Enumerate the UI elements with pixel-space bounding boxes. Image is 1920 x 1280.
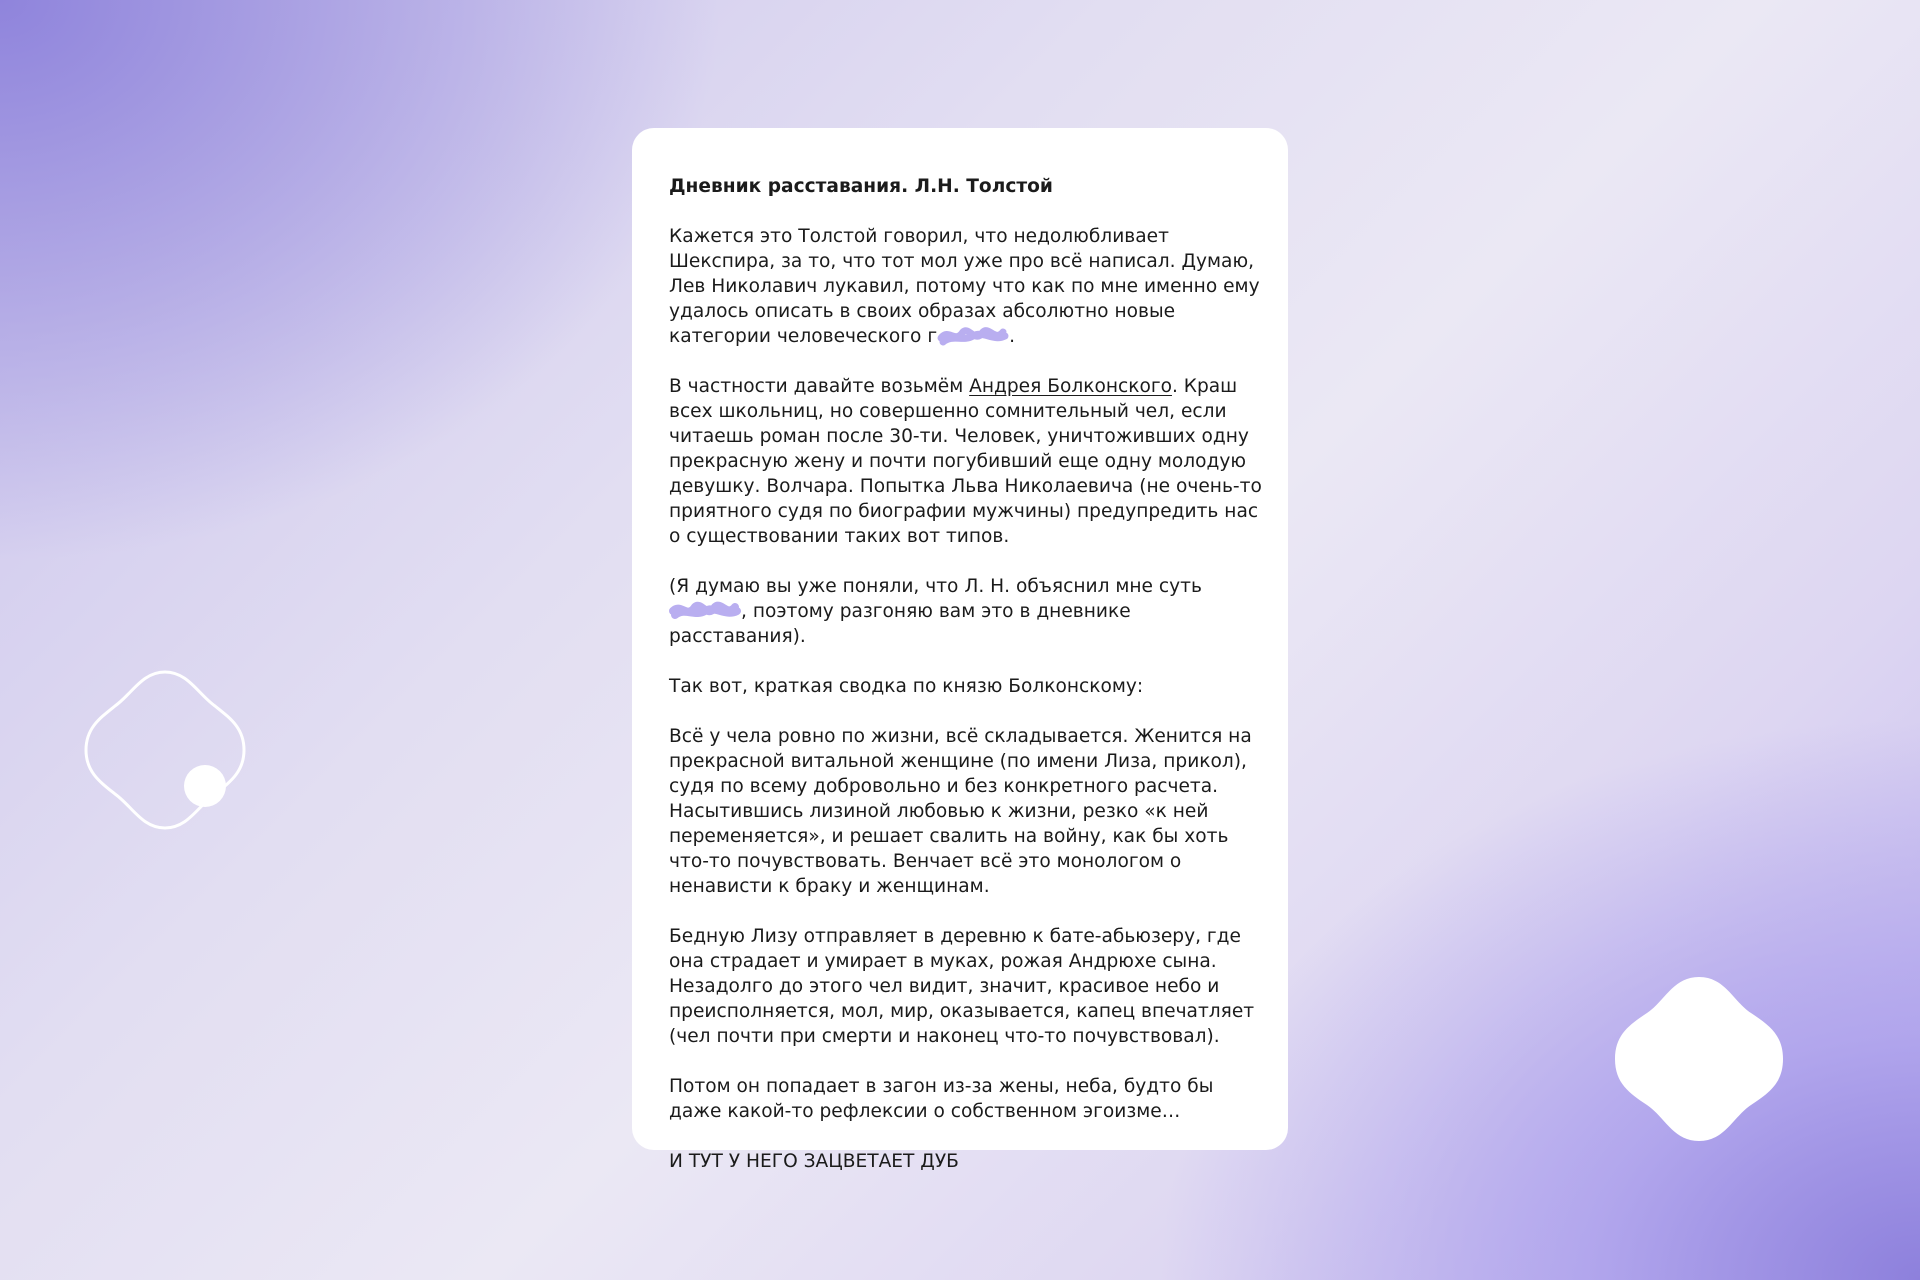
paragraph-5: Всё у чела ровно по жизни, всё складывается. Женится на прекрасной витальной женщине (по имени Лиза, прикол), судя по всему добровольно и без конкретного расчета. Насытившись лизиной любовью к жизни, резко «к ней переменяется», и решает свалить на войну, как бы хоть что-то почувствовать. Венчает всё это монологом о ненависти к браку и женщинам. [669,726,1252,897]
paragraph-6: Бедную Лизу отправляет в деревню к бате-абьюзеру, где она страдает и умирает в муках, рожая Андрюхе сына. Незадолго до этого чел видит, значит, красивое небо и преисполняется, мол, мир, оказывается, капец впечатляет (чел почти при смерти и наконец что-то почувствовал). [669,926,1255,1047]
paragraph-2: В частности давайте возьмём Андрея Болконского. Краш всех школьниц, но совершенно сомнительный чел, если читаешь роман после 30-ти. Человек, уничтоживших одну прекрасную жену и почти погубивший еще одну молодую девушку. Волчара. Попытка Льва Николаевича (не очень-то приятного судя по биографии мужчины) предупредить нас о существовании таких вот типов. [669,376,1262,547]
redacted-scribble-icon [669,599,741,621]
paragraph-3: (Я думаю вы уже поняли, что Л. Н. объяснил мне суть , поэтому разгоняю вам это в дневнике расставания). [669,576,1202,647]
paragraph-8: И ТУТ У НЕГО ЗАЦВЕТАЕТ ДУБ [669,1151,959,1172]
paragraph-7: Потом он попадает в загон из-за жены, неба, будто бы даже какой-то рефлексии о собственном эгоизме… [669,1076,1214,1122]
redacted-scribble-icon [937,324,1009,346]
flower-filled-icon [1613,975,1785,1143]
page-title: Дневник расставания. Л.Н. Толстой [669,176,1053,197]
diary-card [632,128,1288,1172]
bolkonsky-link[interactable]: Андрея Болконского [969,376,1172,397]
flower-outline-icon [80,666,250,834]
paragraph-1: Кажется это Толстой говорил, что недолюбливает Шекспира, за то, что тот мол уже про всё написал. Думаю, Лев Николавич лукавил, потому что как по мне именно ему удалось описать в своих образах абсолютно новые категории человеческого г . [669,226,1260,347]
paragraph-4: Так вот, краткая сводка по князю Болконскому: [669,676,1144,697]
